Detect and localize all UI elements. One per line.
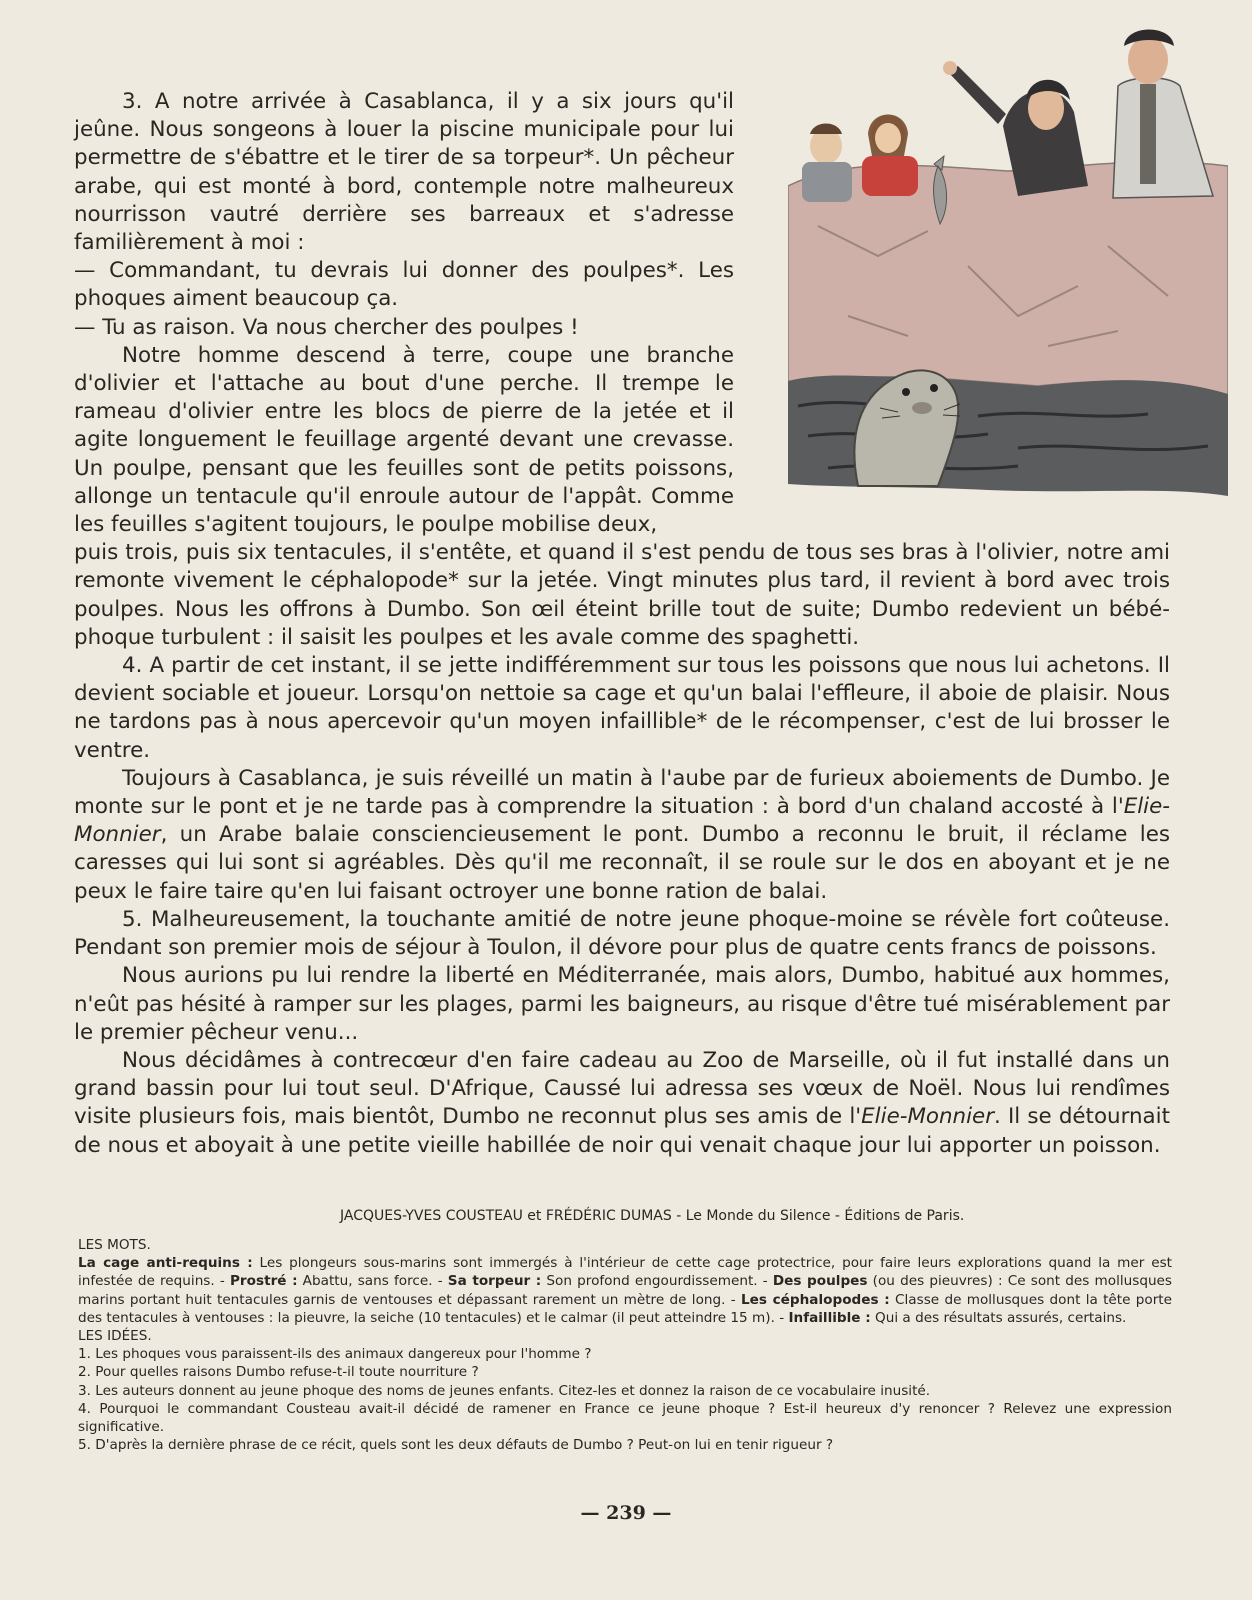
paragraph-5c-a: Nous décidâmes à contrecœur d'en faire cadeau au Zoo de Marseille, où il fut installé dans un grand bassin pour lui tout seul. D'Afrique, Caussé lui adressa ses vœux de Noël. Nous lui rendîmes visite plusieurs fois, mais bientôt, Dumbo ne reconnut plus ses amis de l' [74, 1047, 1170, 1130]
paragraph-3-number: 3. [122, 89, 143, 114]
paragraph-3-text: A notre arrivée à Casablanca, il y a six jours qu'il jeûne. Nous songeons à louer la piscine municipale pour lui permettre de s'ébattre et le tirer de sa torpeur*. Un pêcheur arabe, qui est monté à bord, contemple notre malheureux nourrisson vautré derrière ses barreaux et s'adresse familièrement à moi : [74, 89, 734, 256]
wrapped-column [74, 88, 734, 539]
dialogue-line-2: — Tu as raison. Va nous chercher des poulpes ! [74, 314, 579, 340]
mots-def: Les plongeurs sous-marins sont immergés à l'intérieur de cette cage protectrice, pour faire leurs explorations quand la mer est infestée de requins. - [78, 1255, 1172, 1290]
paragraph-5c-b: . Il se détournait de nous et aboyait à une petite vieille habillée de noir qui venait chaque jour lui apporter un poisson. [74, 1104, 1170, 1158]
mots-term: Prostré : [229, 1273, 298, 1290]
mots-header: LES MOTS. [78, 1237, 151, 1253]
mots-term: Sa torpeur : [447, 1273, 542, 1290]
paragraph-4-number: 4. [122, 653, 143, 679]
mots-term: Des poulpes [772, 1273, 868, 1290]
main-text [74, 88, 1170, 1160]
paragraph-3b-wrapped: Notre homme descend à terre, coupe une branche d'olivier et l'attache au bout d'une perche. Il trempe le rameau d'olivier entre les blocs de pierre de la jetée et il agite longuement le feuillage argenté devant une crevasse. Un poulpe, pensant que les feuilles sont de petits poissons, allonge un tentacule qu'il enroule autour de l'appât. Comme les feuilles s'agitent toujours, le poulpe mobilise deux, [74, 342, 734, 538]
mots-def: Qui a des résultats assurés, certains. [870, 1309, 1127, 1326]
idees-question: 5. D'après la dernière phrase de ce récit, quels sont les deux défauts de Dumbo ? Peut-on lui en tenir rigueur ? [78, 1437, 834, 1454]
paragraph-5-text: Malheureusement, la touchante amitié de notre jeune phoque-moine se révèle fort coûteuse. Pendant son premier mois de séjour à Toulon, il dévore pour plus de quatre cents francs de poissons. [74, 906, 1170, 961]
mots-term: La cage anti-requins : [78, 1255, 253, 1272]
paragraph-4b-b: , un Arabe balaie consciencieusement le pont. Dumbo a reconnu le bruit, il réclame les caresses qui lui sont si agréables. Dès qu'il me reconnaît, il se roule sur le dos en aboyant et je ne peux le faire taire qu'en lui faisant octroyer une bonne ration de balai. [74, 822, 1170, 904]
idees-header: LES IDÉES. [78, 1328, 152, 1345]
citation: JACQUES-YVES COUSTEAU et FRÉDÉRIC DUMAS - Le Monde du Silence - Éditions de Paris. [340, 1208, 965, 1224]
page-number: — 239 — [580, 1502, 672, 1524]
mots-term: Infaillible : [788, 1309, 871, 1326]
mots-definitions [78, 1254, 1172, 1327]
notes [78, 1236, 1172, 1454]
paragraph-3b-full: puis trois, puis six tentacules, il s'entête, et quand il s'est pendu de tous ses bras à l'olivier, notre ami remonte vivement le céphalopode* sur la jetée. Vingt minutes plus tard, il revient à bord avec trois poulpes. Nous les offrons à Dumbo. Son œil éteint brille tout de suite; Dumbo redevient un bébé-phoque turbulent : il saisit les poulpes et les avale comme des spaghetti. [74, 540, 1170, 650]
mots-term: Les céphalopodes : [740, 1291, 890, 1308]
paragraph-5 [74, 906, 1170, 962]
idees-question: 1. Les phoques vous paraissent-ils des animaux dangereux pour l'homme ? [78, 1346, 592, 1363]
idees-question: 2. Pour quelles raisons Dumbo refuse-t-il toute nourriture ? [78, 1364, 479, 1381]
paragraph-4b [74, 765, 1170, 906]
paragraph-4b-a: Toujours à Casablanca, je suis réveillé un matin à l'aube par de furieux aboiements de Dumbo. Je monte sur le pont et je ne tarde pas à comprendre la situation : à bord d'un chaland accosté à l' [74, 765, 1170, 820]
ship-name: Elie-Monnier [74, 794, 1170, 848]
paragraph-5c [74, 1047, 1170, 1160]
ship-name-2: Elie-Monnier [861, 1104, 995, 1130]
idees-question: 3. Les auteurs donnent au jeune phoque des noms de jeunes enfants. Citez-les et donnez la raison de ce vocabulaire inusité. [78, 1382, 931, 1399]
paragraph-3 [74, 88, 734, 257]
idees-question: 4. Pourquoi le commandant Cousteau avait-il décidé de ramener en France ce jeune phoque ? Est-il heureux d'y renoncer ? Relevez une expression significative. [78, 1400, 1172, 1436]
paragraph-5-number: 5. [122, 906, 143, 932]
paragraph-5b: Nous aurions pu lui rendre la liberté en Méditerranée, mais alors, Dumbo, habitué aux hommes, n'eût pas hésité à ramper sur les plages, parmi les baigneurs, au risque d'être tué misérablement par le premier pêcheur venu... [74, 963, 1170, 1045]
paragraph-4 [74, 652, 1170, 765]
mots-def: Abattu, sans force. - [297, 1273, 448, 1290]
mots-def: Classe de mollusques dont la tête porte des tentacules à ventouses : la pieuvre, la seiche (10 tentacules) et le calmar (il peut atteindre 15 m). - [78, 1291, 1173, 1326]
mots-def: Son profond engourdissement. - [541, 1273, 773, 1290]
mots-def: (ou des pieuvres) : Ce sont des mollusques marins portant huit tentacules garnis de ventouses et dépassant rarement un mètre de long. - [78, 1273, 1173, 1308]
dialogue-line-1: — Commandant, tu devrais lui donner des poulpes*. Les phoques aiment beaucoup ça. [74, 258, 734, 312]
paragraph-4-text: A partir de cet instant, il se jette indifféremment sur tous les poissons que nous lui achetons. Il devient sociable et joueur. Lorsqu'on nettoie sa cage et qu'un balai l'effleure, il aboie de plaisir. Nous ne tardons pas à nous apercevoir qu'un moyen infaillible* de le récompenser, c'est de lui brosser le ventre. [74, 653, 1170, 763]
